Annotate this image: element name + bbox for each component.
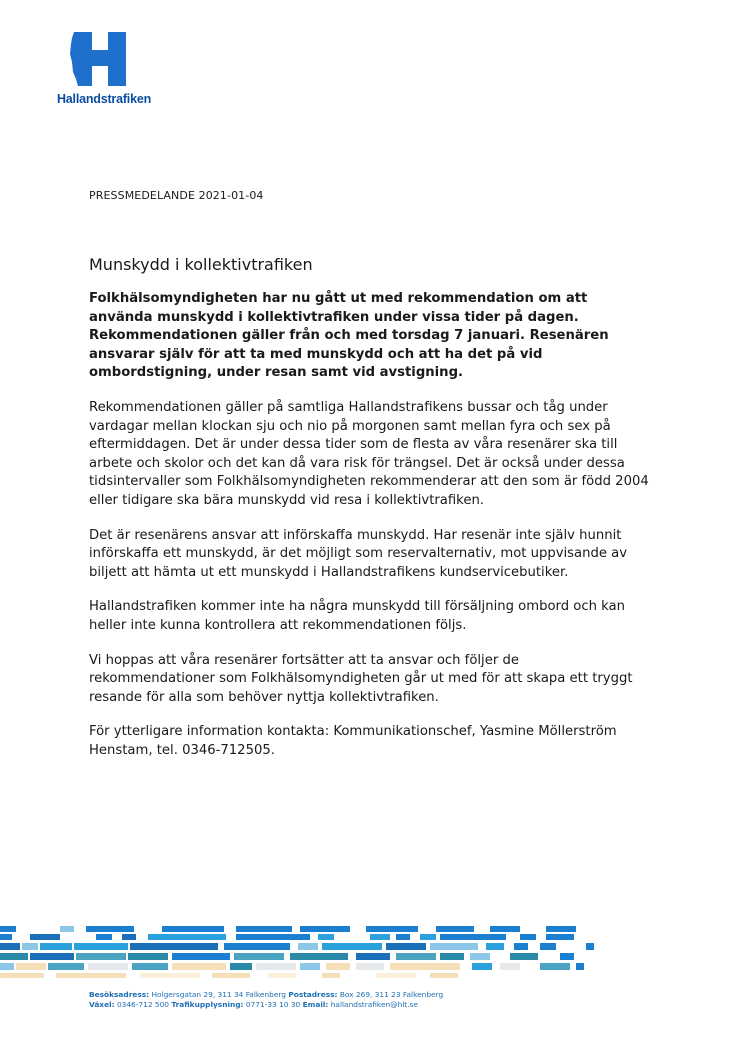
traffic-info-number: 0771-33 10 30 (245, 1000, 301, 1009)
email-label: Email: (302, 1000, 329, 1009)
switchboard-number: 0346-712 500 (116, 1000, 169, 1009)
decorative-stripe-pattern (0, 924, 746, 984)
body-paragraph: Rekommendationen gäller på samtliga Hallandstrafikens bussar och tåg under vardagar mellan klockan sju och nio på morgonen samt mellan fyra och sex på eftermiddagen. Det är under dessa tider som de flesta av våra resenärer ska till arbete och skolor och det kan då vara risk för trängsel. Det är också under dessa tidsintervaller som Folkhälsomyndigheten rekommenderar att den som är född 2004 eller tidigare ska bära munskydd vid resa i kollektivtrafiken. (89, 399, 649, 508)
contact-paragraph: För ytterligare information kontakta: Kommunikationschef, Yasmine Möllerström Henstam, tel. 0346-712505. (89, 724, 617, 758)
article-body (89, 290, 649, 776)
body-paragraph: Hallandstrafiken kommer inte ha några munskydd till försäljning ombord och kan heller inte kunna kontrollera att rekommendationen följs. (89, 599, 625, 633)
logo-wordmark: Hallandstrafiken (56, 92, 152, 106)
post-address: Box 269, 311 23 Falkenberg (339, 990, 444, 999)
lead-paragraph: Folkhälsomyndigheten har nu gått ut med rekommendation om att använda munskydd i kollektivtrafiken under vissa tider på dagen. Rekommendationen gäller från och med torsdag 7 januari. Resenären ansvarar själv för att ta med munskydd och att ha det på vid ombordstigning, under resan samt vid avstigning. (89, 291, 609, 381)
h-logo-icon (68, 32, 140, 88)
switchboard-label: Växel: (89, 1000, 115, 1009)
hallandstrafiken-logo (44, 32, 164, 110)
post-address-label: Postadress: (288, 990, 338, 999)
press-release-label: PRESSMEDELANDE 2021-01-04 (89, 189, 264, 202)
visit-address-label: Besöksadress: (89, 990, 150, 999)
traffic-info-label: Trafikupplysning: (171, 1000, 244, 1009)
visit-address: Holgersgatan 29, 311 34 Falkenberg (151, 990, 286, 999)
footer-contact (89, 990, 443, 1010)
footer-line-phones (89, 1000, 443, 1010)
footer-line-addresses (89, 990, 443, 1000)
email-link[interactable]: hallandstrafiken@hlt.se (330, 1000, 418, 1009)
article-title: Munskydd i kollektivtrafiken (89, 255, 313, 274)
body-paragraph: Det är resenärens ansvar att införskaffa munskydd. Har resenär inte själv hunnit införskaffa ett munskydd, är det möjligt som reservalternativ, mot uppvisande av biljett att hämta ut ett munskydd i Hallandstrafikens kundservicebutiker. (89, 527, 628, 580)
body-paragraph: Vi hoppas att våra resenärer fortsätter att ta ansvar och följer de rekommendationer som Folkhälsomyndigheten går ut med för att skapa ett tryggt resande för alla som behöver nyttja kollektivtrafiken. (89, 652, 633, 705)
